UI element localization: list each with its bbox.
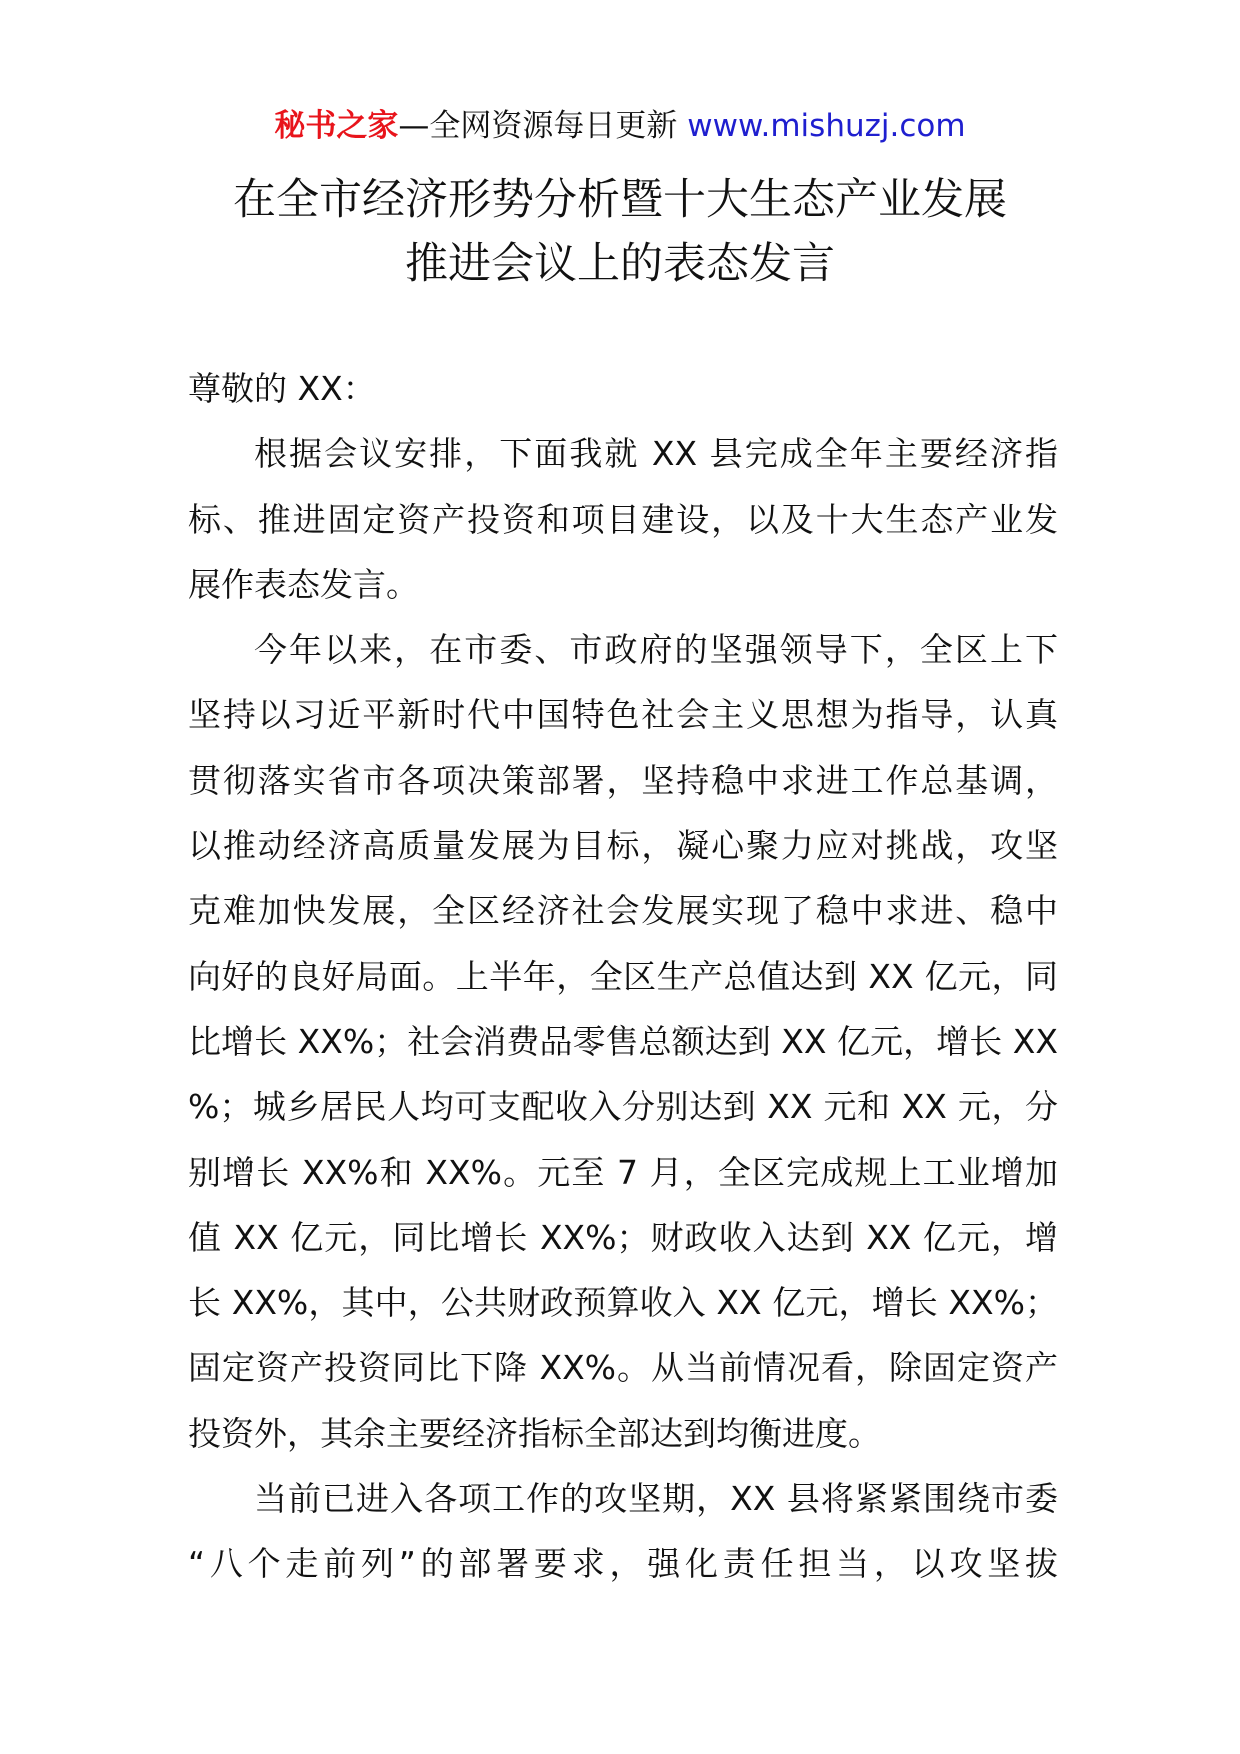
paragraph-line: “八个走前列”的部署要求，强化责任担当，以攻坚拔 xyxy=(188,1544,1058,1584)
paragraph-line: 克难加快发展，全区经济社会发展实现了稳中求进、稳中 xyxy=(188,891,1058,931)
paragraph-line: 投资外，其余主要经济指标全部达到均衡进度。 xyxy=(188,1413,881,1453)
paragraph-line: 固定资产投资同比下降 XX%。从当前情况看，除固定资产 xyxy=(188,1348,1058,1388)
document-body xyxy=(188,356,1058,1597)
header-tagline: —全网资源每日更新 xyxy=(398,108,688,144)
site-url[interactable]: www.mishuzj.com xyxy=(687,108,966,144)
paragraph-line: 长 XX%，其中，公共财政预算收入 XX 亿元，增长 XX%； xyxy=(188,1283,1058,1323)
brand-name: 秘书之家 xyxy=(274,108,399,144)
title-line-1: 在全市经济形势分析暨十大生态产业发展 xyxy=(233,175,1007,225)
paragraph-line: 展作表态发言。 xyxy=(188,564,419,604)
document-title xyxy=(0,168,1240,296)
salutation: 尊敬的 XX： xyxy=(188,369,376,408)
paragraph-line: 值 XX 亿元，同比增长 XX%；财政收入达到 XX 亿元，增 xyxy=(188,1217,1058,1257)
paragraph-line: %；城乡居民人均可支配收入分别达到 XX 元和 XX 元，分 xyxy=(188,1087,1058,1127)
paragraph-line: 坚持以习近平新时代中国特色社会主义思想为指导，认真 xyxy=(188,695,1058,735)
paragraph-line: 根据会议安排，下面我就 XX 县完成全年主要经济指 xyxy=(254,434,1058,474)
paragraph xyxy=(188,421,1058,617)
paragraph-line: 标、推进固定资产投资和项目建设，以及十大生态产业发 xyxy=(188,499,1058,539)
title-line-2: 推进会议上的表态发言 xyxy=(405,239,835,289)
paragraph-line: 以推动经济高质量发展为目标，凝心聚力应对挑战，攻坚 xyxy=(188,826,1058,866)
paragraph xyxy=(188,617,1058,1466)
paragraph-line: 当前已进入各项工作的攻坚期，XX 县将紧紧围绕市委 xyxy=(254,1479,1058,1519)
paragraph-line: 贯彻落实省市各项决策部署，坚持稳中求进工作总基调， xyxy=(188,760,1058,800)
paragraph-line: 向好的良好局面。上半年，全区生产总值达到 XX 亿元，同 xyxy=(188,956,1058,996)
site-header xyxy=(0,104,1240,148)
paragraph-line: 别增长 XX%和 XX%。元至 7 月，全区完成规上工业增加 xyxy=(188,1152,1058,1192)
paragraph-line: 今年以来，在市委、市政府的坚强领导下，全区上下 xyxy=(254,630,1058,670)
paragraph xyxy=(188,1466,1058,1597)
paragraph-line: 比增长 XX%；社会消费品零售总额达到 XX 亿元，增长 XX xyxy=(188,1021,1058,1061)
